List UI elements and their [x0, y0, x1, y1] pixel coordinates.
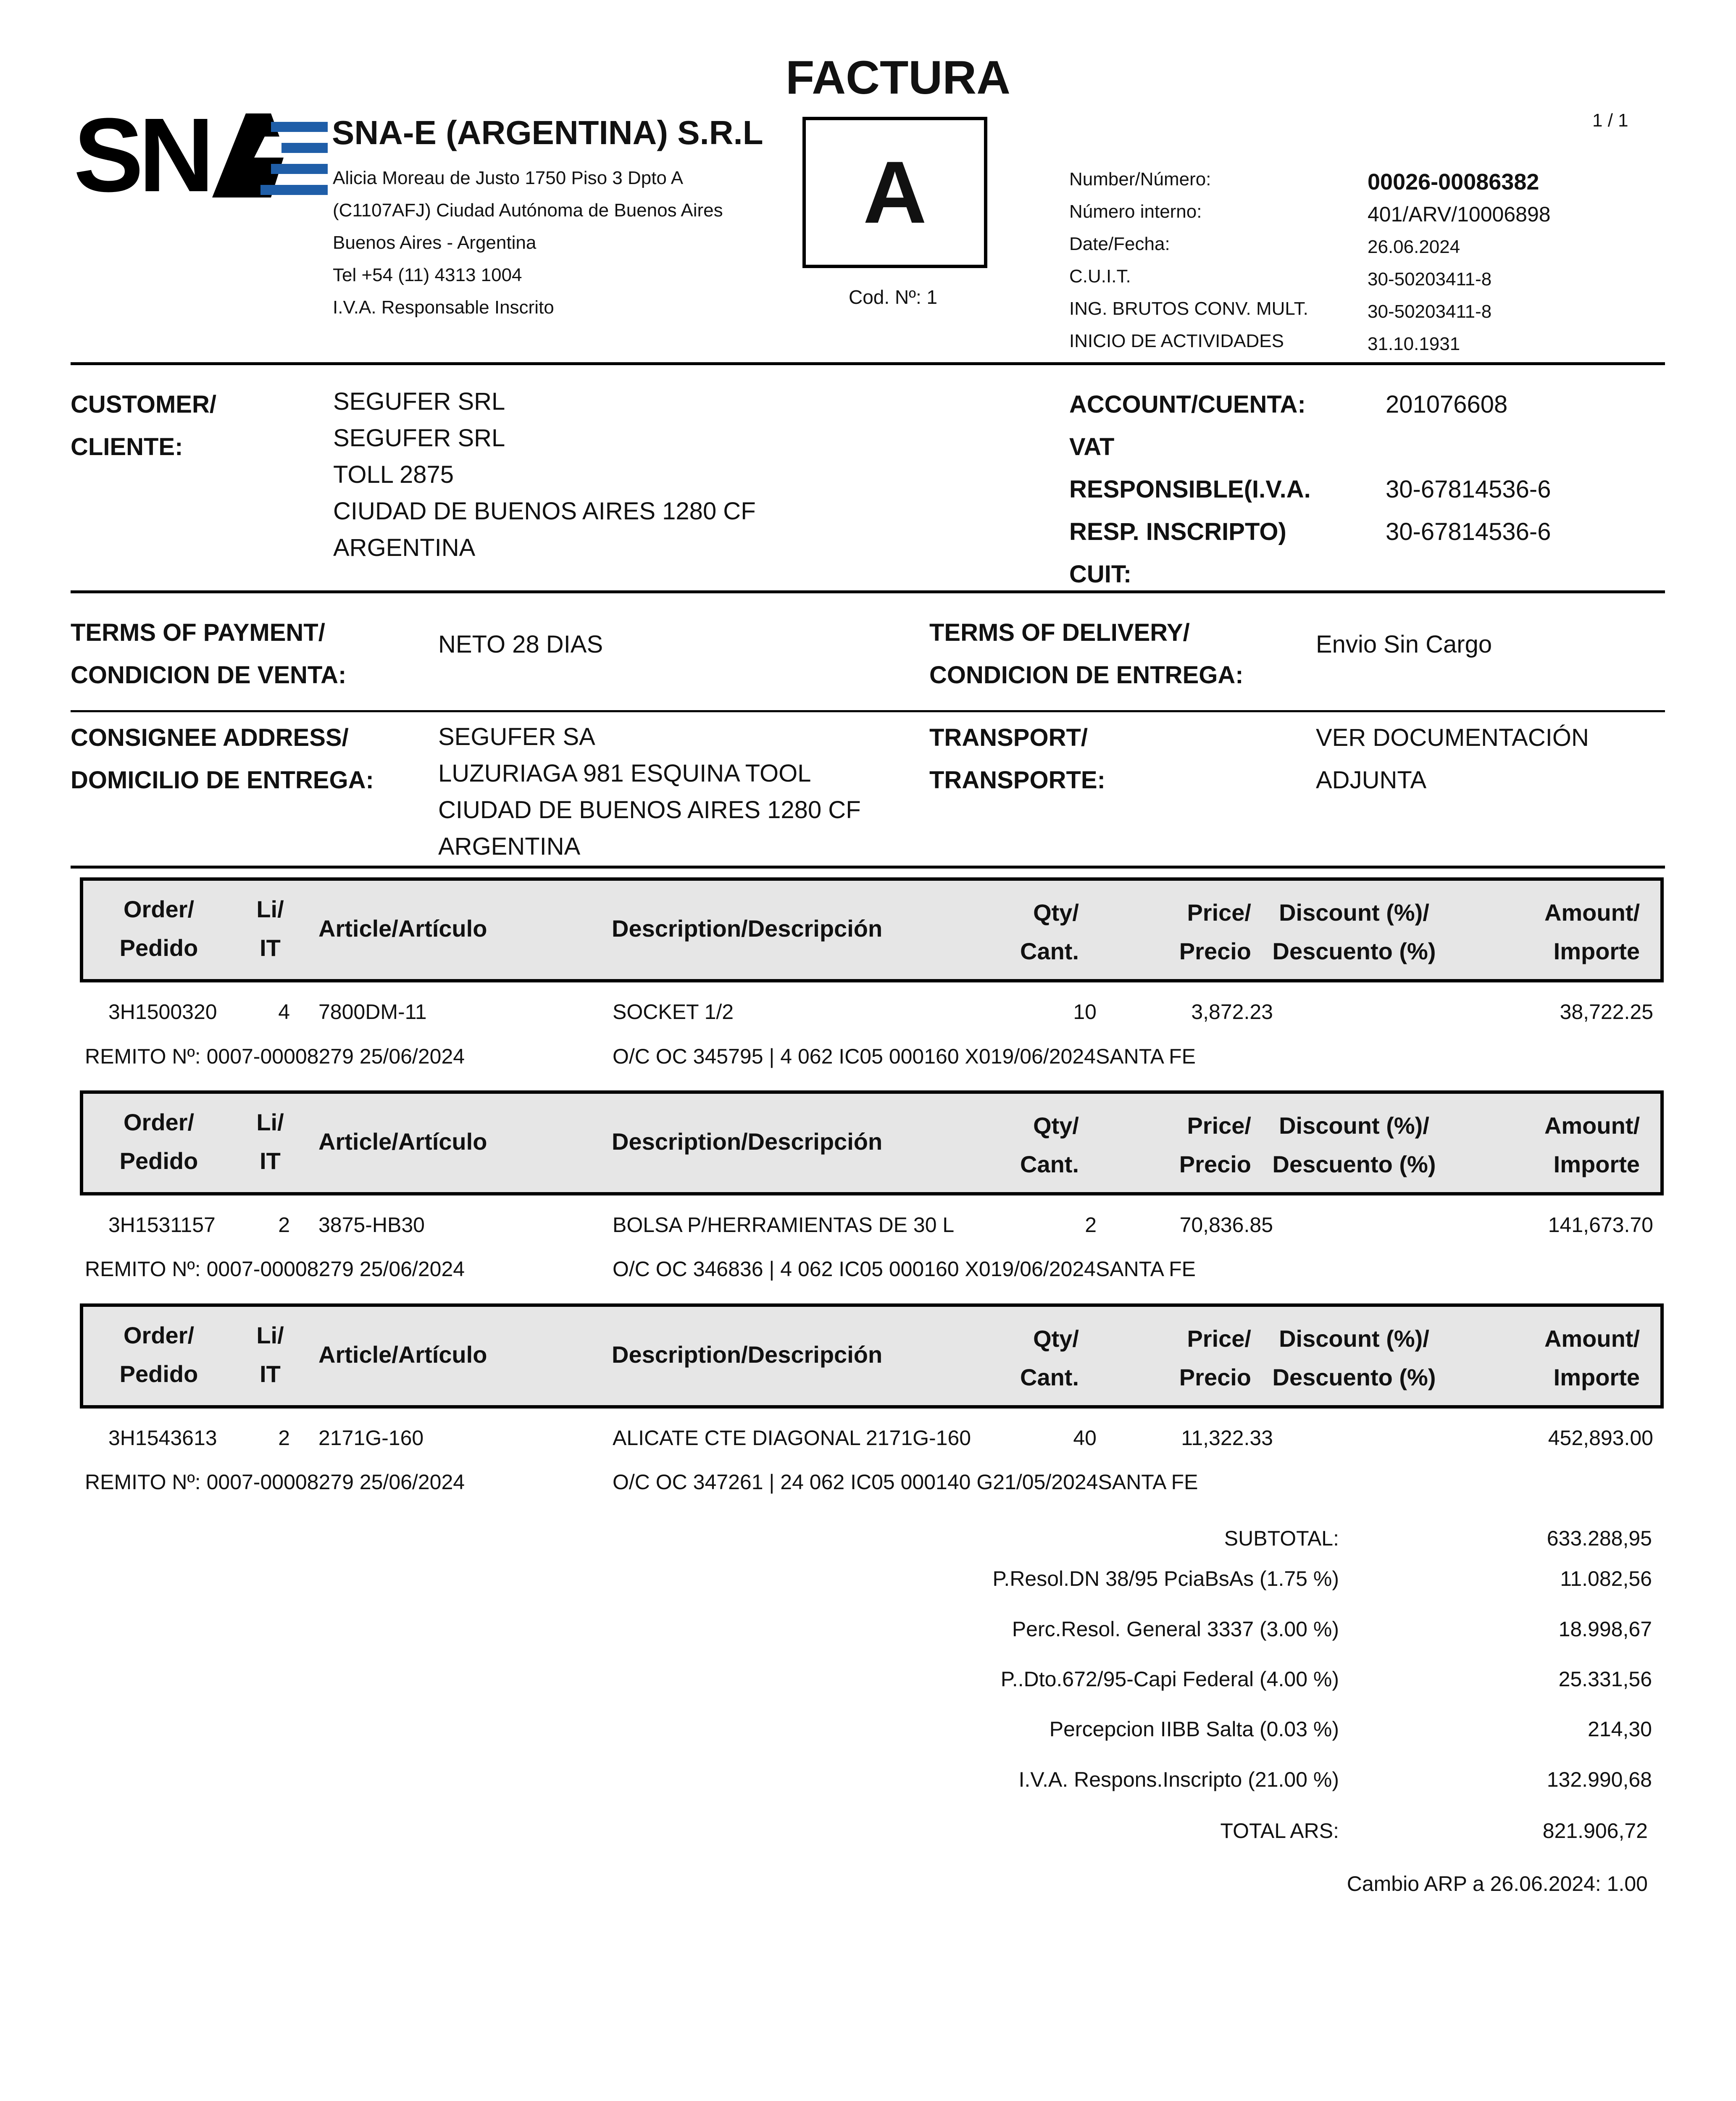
tax-line-value: 18.998,67 — [1558, 1617, 1652, 1641]
company-address-line: (C1107AFJ) Ciudad Autónoma de Buenos Aires — [333, 200, 723, 221]
consignee-street: LUZURIAGA 981 ESQUINA TOOL — [438, 760, 811, 787]
company-name: SNA-E (ARGENTINA) S.R.L — [332, 114, 763, 151]
page-indicator: 1 / 1 — [1592, 110, 1628, 131]
tax-line-value: 25.331,56 — [1558, 1667, 1652, 1691]
delivery-terms-value: Envio Sin Cargo — [1316, 631, 1492, 658]
col-discount-header: Discount (%)/ Descuento (%) — [1272, 1325, 1436, 1390]
col-price-header: Price/ Precio — [1179, 1325, 1251, 1390]
item-line: 2 — [278, 1213, 290, 1237]
vat-label: RESPONSIBLE(I.V.A. — [1069, 476, 1311, 503]
item-description: BOLSA P/HERRAMIENTAS DE 30 L — [613, 1213, 955, 1237]
col-li-header: Li/ IT — [256, 1109, 284, 1174]
items-table-header — [80, 1090, 1664, 1195]
company-vat-status: I.V.A. Responsable Inscrito — [333, 297, 554, 318]
transport-value-line: VER DOCUMENTACIÓN — [1316, 724, 1589, 751]
transport-label — [929, 716, 1105, 801]
item-order: 3H1500320 — [108, 1000, 217, 1024]
vat-label: VAT — [1069, 433, 1115, 461]
item-line: 2 — [278, 1426, 290, 1450]
delivery-terms-label-line: CONDICION DE ENTREGA: — [929, 661, 1244, 689]
consignee-label — [71, 716, 374, 801]
tax-line-label: P..Dto.672/95-Capi Federal (4.00 %) — [1000, 1667, 1339, 1691]
vat-line-label: I.V.A. Respons.Inscripto (21.00 %) — [1018, 1768, 1339, 1791]
payment-terms-label-line: CONDICION DE VENTA: — [71, 661, 347, 689]
tax-line-label: P.Resol.DN 38/95 PciaBsAs (1.75 %) — [992, 1567, 1339, 1590]
col-li-header: Li/ IT — [256, 896, 284, 961]
doc-letter-box — [802, 117, 987, 268]
account-labels — [1069, 383, 1311, 595]
customer-address-block — [333, 383, 756, 566]
delivery-terms-label — [929, 611, 1244, 696]
invoice-date: 26.06.2024 — [1368, 237, 1460, 257]
item-order: 3H1531157 — [108, 1213, 216, 1237]
col-qty-header: Qty/ Cant. — [1020, 1112, 1079, 1177]
transport-label-line: TRANSPORT/ — [929, 724, 1088, 751]
account-label: ACCOUNT/CUENTA: — [1069, 391, 1306, 418]
col-li-header: Li/ IT — [256, 1322, 284, 1387]
subtotal-value: 633.288,95 — [1547, 1527, 1652, 1550]
customer-name: SEGUFER SRL — [333, 388, 505, 415]
sna-logo-icon — [74, 107, 330, 202]
tax-line-value: 11.082,56 — [1560, 1567, 1652, 1590]
col-amount-header: Amount/ Importe — [1544, 1112, 1640, 1177]
consignee-label-line: CONSIGNEE ADDRESS/ — [71, 724, 349, 751]
tax-line-label: Percepcion IIBB Salta (0.03 %) — [1049, 1717, 1339, 1741]
item-remito: REMITO Nº: 0007-00008279 25/06/2024 — [85, 1045, 465, 1068]
item-article: 3875-HB30 — [318, 1213, 425, 1237]
item-amount: 452,893.00 — [1548, 1426, 1653, 1450]
col-article-header: Article/Artículo — [318, 1128, 487, 1155]
item-price: 11,322.33 — [1181, 1426, 1273, 1450]
col-order-header: Order/ Pedido — [119, 1109, 198, 1174]
divider — [71, 710, 1665, 712]
items-table-header — [80, 1303, 1664, 1409]
col-description-header: Description/Descripción — [612, 1341, 883, 1368]
invoice-meta-labels — [1069, 163, 1308, 357]
divider — [71, 866, 1665, 869]
item-price: 3,872.23 — [1191, 1000, 1273, 1024]
meta-label-number: Number/Número: — [1069, 169, 1211, 190]
item-description: ALICATE CTE DIAGONAL 2171G-160 — [613, 1426, 971, 1450]
meta-label-cuit: C.U.I.T. — [1069, 266, 1131, 287]
exchange-note: Cambio ARP a 26.06.2024: 1.00 — [1347, 1872, 1648, 1896]
item-amount: 38,722.25 — [1560, 1000, 1653, 1024]
divider — [71, 362, 1665, 365]
col-price-header: Price/ Precio — [1179, 899, 1251, 964]
customer-name: SEGUFER SRL — [333, 424, 505, 452]
customer-label — [71, 383, 216, 468]
col-price-header: Price/ Precio — [1179, 1112, 1251, 1177]
item-description: SOCKET 1/2 — [613, 1000, 734, 1024]
total-label: TOTAL ARS: — [1220, 1819, 1339, 1843]
cuit-label: CUIT: — [1069, 561, 1132, 588]
col-article-header: Article/Artículo — [318, 1341, 487, 1368]
total-value: 821.906,72 — [1542, 1819, 1648, 1843]
items-table-header — [80, 877, 1664, 982]
invoice-number: 00026-00086382 — [1368, 169, 1539, 195]
vat-line-value: 132.990,68 — [1547, 1768, 1652, 1791]
consignee-name: SEGUFER SA — [438, 723, 595, 750]
item-line: 4 — [278, 1000, 290, 1024]
col-order-header: Order/ Pedido — [119, 896, 198, 961]
delivery-terms-label-line: TERMS OF DELIVERY/ — [929, 619, 1190, 646]
consignee-address-block — [438, 719, 861, 865]
item-qty: 2 — [1085, 1213, 1097, 1237]
col-description-header: Description/Descripción — [612, 1128, 883, 1155]
company-iibb: 30-50203411-8 — [1368, 301, 1492, 322]
item-remito: REMITO Nº: 0007-00008279 25/06/2024 — [85, 1470, 465, 1494]
company-address-line: Buenos Aires - Argentina — [333, 232, 537, 253]
payment-terms-label-line: TERMS OF PAYMENT/ — [71, 619, 325, 646]
meta-label-iibb: ING. BRUTOS CONV. MULT. — [1069, 298, 1308, 319]
customer-country: ARGENTINA — [333, 534, 476, 561]
company-logo — [74, 107, 330, 202]
transport-value-line: ADJUNTA — [1316, 766, 1427, 794]
customer-label-line: CUSTOMER/ — [71, 391, 216, 418]
vat-label: RESP. INSCRIPTO) — [1069, 518, 1286, 545]
meta-label-internal: Número interno: — [1069, 201, 1202, 222]
account-number: 201076608 — [1386, 391, 1508, 418]
meta-label-start: INICIO DE ACTIVIDADES — [1069, 331, 1284, 351]
transport-label-line: TRANSPORTE: — [929, 766, 1105, 794]
item-purchase-order: O/C OC 345795 | 4 062 IC05 000160 X019/06/2024SANTA FE — [613, 1045, 1196, 1068]
consignee-country: ARGENTINA — [438, 833, 581, 860]
consignee-label-line: DOMICILIO DE ENTREGA: — [71, 766, 374, 794]
svg-text:SN: SN — [74, 107, 210, 202]
company-phone: Tel +54 (11) 4313 1004 — [333, 265, 522, 285]
col-discount-header: Discount (%)/ Descuento (%) — [1272, 1112, 1436, 1177]
item-qty: 40 — [1073, 1426, 1097, 1450]
item-article: 7800DM-11 — [318, 1000, 427, 1024]
col-amount-header: Amount/ Importe — [1544, 899, 1640, 964]
meta-label-date: Date/Fecha: — [1069, 234, 1170, 254]
item-article: 2171G-160 — [318, 1426, 424, 1450]
invoice-meta-values — [1368, 166, 1551, 360]
customer-street: TOLL 2875 — [333, 461, 454, 488]
customer-city: CIUDAD DE BUENOS AIRES 1280 CF — [333, 498, 756, 525]
customer-label-line: CLIENTE: — [71, 433, 183, 461]
company-address-line: Alicia Moreau de Justo 1750 Piso 3 Dpto A — [333, 168, 684, 188]
company-address-block — [333, 162, 723, 324]
doc-letter: A — [863, 143, 927, 242]
item-qty: 10 — [1073, 1000, 1097, 1024]
doc-code: Cod. Nº: 1 — [849, 286, 938, 308]
payment-terms-label — [71, 611, 346, 696]
subtotal-label: SUBTOTAL: — [1224, 1527, 1339, 1550]
col-qty-header: Qty/ Cant. — [1020, 1325, 1079, 1390]
divider — [71, 590, 1665, 593]
col-order-header: Order/ Pedido — [119, 1322, 198, 1387]
item-purchase-order: O/C OC 346836 | 4 062 IC05 000160 X019/06/2024SANTA FE — [613, 1257, 1196, 1281]
tax-line-label: Perc.Resol. General 3337 (3.00 %) — [1012, 1617, 1339, 1641]
payment-terms-value: NETO 28 DIAS — [438, 631, 603, 658]
item-amount: 141,673.70 — [1548, 1213, 1653, 1237]
col-amount-header: Amount/ Importe — [1544, 1325, 1640, 1390]
item-order: 3H1543613 — [108, 1426, 217, 1450]
tax-line-value: 214,30 — [1588, 1717, 1652, 1741]
company-cuit: 30-50203411-8 — [1368, 269, 1492, 290]
customer-vat-number: 30-67814536-6 — [1386, 476, 1551, 503]
col-qty-header: Qty/ Cant. — [1020, 899, 1079, 964]
item-price: 70,836.85 — [1179, 1213, 1273, 1237]
activity-start: 31.10.1931 — [1368, 334, 1460, 354]
item-purchase-order: O/C OC 347261 | 24 062 IC05 000140 G21/05/2024SANTA FE — [613, 1470, 1198, 1494]
transport-value — [1316, 716, 1589, 801]
col-discount-header: Discount (%)/ Descuento (%) — [1272, 899, 1436, 964]
col-article-header: Article/Artículo — [318, 915, 487, 942]
item-remito: REMITO Nº: 0007-00008279 25/06/2024 — [85, 1257, 465, 1281]
customer-vat-number: 30-67814536-6 — [1386, 518, 1551, 545]
consignee-city: CIUDAD DE BUENOS AIRES 1280 CF — [438, 796, 861, 824]
internal-number: 401/ARV/10006898 — [1368, 203, 1551, 226]
doc-title: FACTURA — [786, 51, 1011, 104]
col-description-header: Description/Descripción — [612, 915, 883, 942]
